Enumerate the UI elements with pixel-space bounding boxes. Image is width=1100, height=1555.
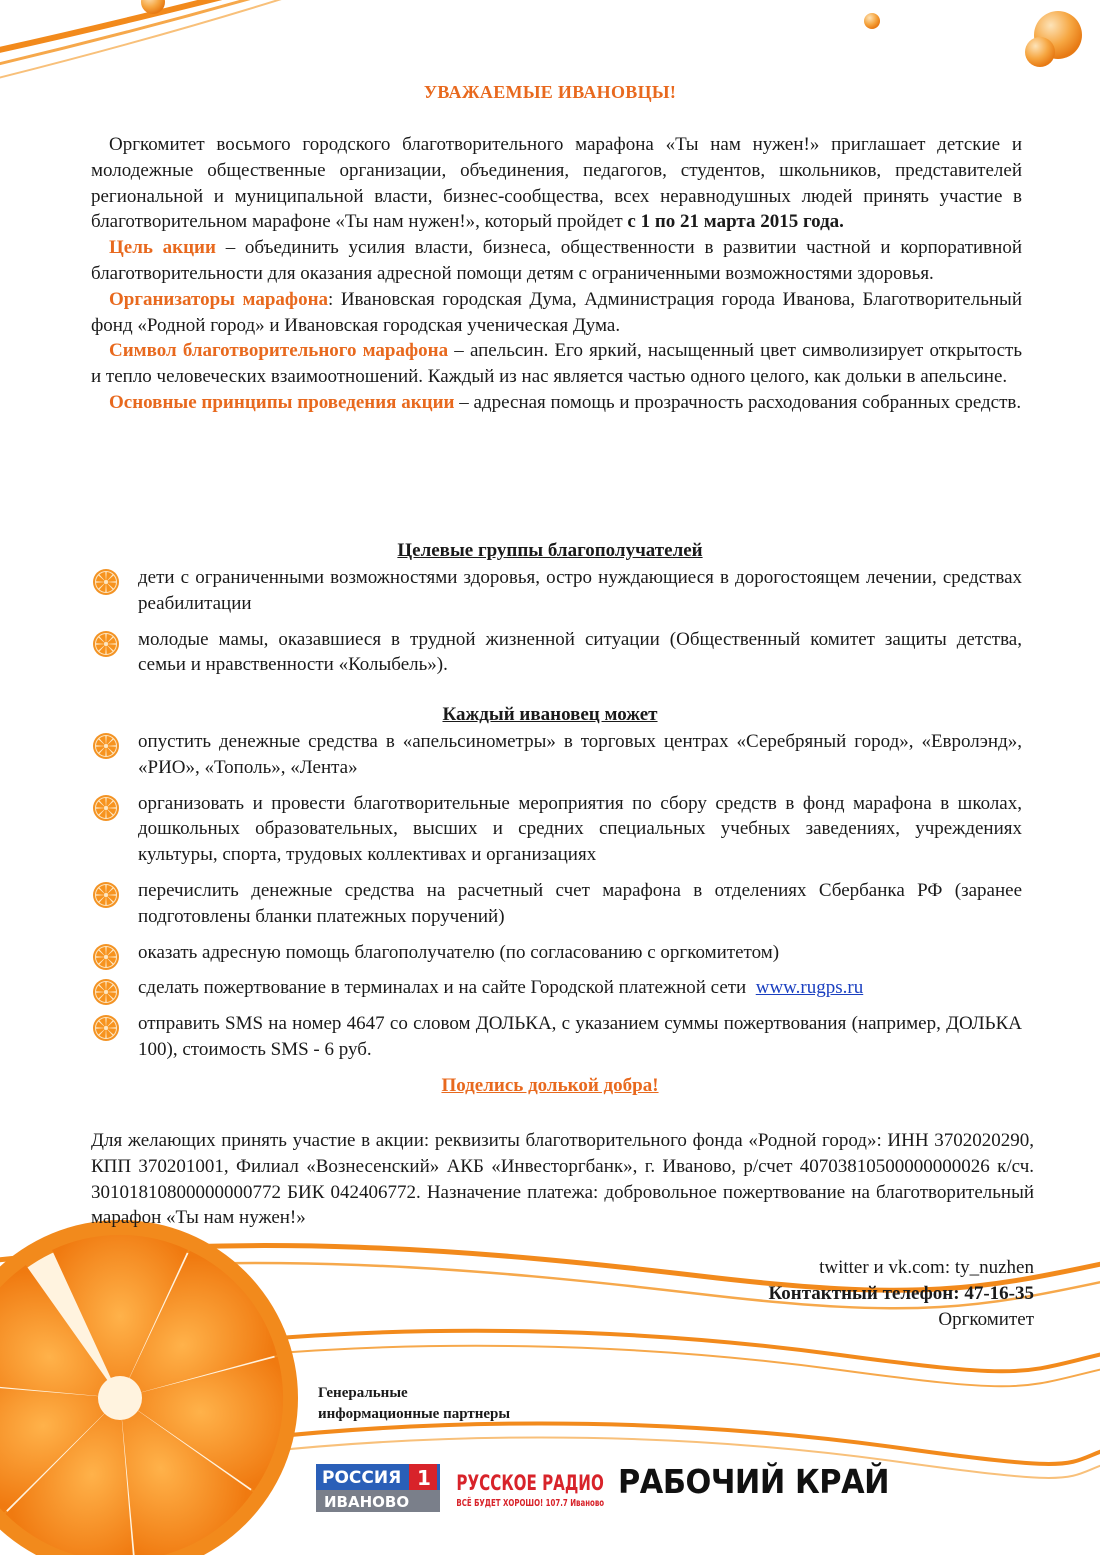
page-title: УВАЖАЕМЫЕ ИВАНОВЦЫ! [423, 82, 677, 102]
orange-bullet-icon [92, 943, 120, 971]
orange-bullet-icon [92, 1014, 120, 1042]
orange-bullet-icon [92, 881, 120, 909]
can-do-heading: Каждый ивановец может [442, 704, 658, 725]
principles-text: – адресная помощь и прозрачность расходования собранных средств. [454, 391, 1022, 413]
list-item-text: сделать пожертвование в терминалах и на сайте Городской платежной сети [138, 977, 747, 999]
list-item [92, 1011, 1022, 1063]
target-groups-list [92, 565, 1022, 678]
radio-slogan: ВСЁ БУДЕТ ХОРОШО! 107.7 Иваново [456, 1497, 605, 1510]
list-item-text: оказать адресную помощь благополучателю (по согласованию с оргкомитетом) [138, 941, 780, 963]
list-item-text: организовать и провести благотворительные мероприятия по сбору средств в фонд марафона в школах, дошкольных образовательных, высших и средних специальных учебных заведениях, учреждениях культуры, спорта, трудовых коллективах и организациях [138, 792, 1022, 866]
intro-section [91, 132, 1022, 416]
russkoe-radio-logo [455, 1460, 605, 1528]
social-accounts: twitter и vk.com: ty_nuzhen [819, 1257, 1034, 1278]
partners-line-2: информационные партнеры [318, 1406, 511, 1422]
intro-paragraph [91, 132, 1022, 235]
list-item [92, 791, 1022, 868]
share-slogan: Поделись долькой добра! [441, 1075, 659, 1096]
intro-text: Оргкомитет восьмого городского благотворительного марафона «Ты нам нужен!» приглашает детские и молодежные общественные организации, объединения, педагогов, студентов, школьников, представителей региональной и муниципальной власти, бизнес-сообщества, всех неравнодушных людей принять участие в благотворительном марафоне «Ты нам нужен!», который пройдет [91, 134, 1022, 233]
list-item [92, 627, 1022, 679]
organizers-text: : Ивановская городская Дума, Администрация города Иванова, Благотворительный фонд «Родной город» и Ивановская городская ученическая Дума. [91, 288, 1022, 336]
goal-text: – объединить усилия власти, бизнеса, общественности в развитии частной и корпоративной благотворительности для оказания адресной помощи детям с ограниченными возможностями здоровья. [91, 237, 1022, 284]
list-item-text: перечислить денежные средства на расчетный счет марафона в отделениях Сбербанка РФ (заранее подготовлены бланки платежных поручений) [138, 879, 1022, 927]
list-item-text: отправить SMS на номер 4647 со словом ДОЛЬКА, с указанием суммы пожертвования (например, ДОЛЬКА 100), стоимость SMS - 6 руб. [138, 1013, 1022, 1060]
list-item-text: молодые мамы, оказавшиеся в трудной жизненной ситуации (Общественный комитет защиты детства, семьи и нравственности «Колыбель»). [138, 628, 1022, 676]
rossiya1-logo [316, 1460, 440, 1528]
list-item-text: опустить денежные средства в «апельсинометры» в торговых центрах «Серебряный город», «Евролэнд», «РИО», «Тополь», «Лента» [138, 731, 1022, 778]
rugps-link[interactable]: www.rugps.ru [755, 977, 864, 999]
rabochiy-krai-logo: РАБОЧИЙ КРАЙ [618, 1462, 890, 1501]
orange-bullet-icon [92, 568, 120, 596]
radio-name: РУССКОЕ РАДИО [456, 1471, 604, 1496]
rossiya-text: РОССИЯ [322, 1468, 402, 1488]
principles-label: Основные принципы проведения акции [109, 391, 455, 413]
list-item [92, 565, 1022, 617]
list-item [92, 975, 1022, 1001]
orange-bullet-icon [92, 978, 120, 1006]
goal-label: Цель акции [109, 237, 216, 259]
symbol-label: Символ благотворительного марафона [109, 340, 449, 362]
target-groups-heading: Целевые группы благополучателей [397, 540, 703, 561]
org-signature: Оргкомитет [938, 1308, 1034, 1330]
orange-bullet-icon [92, 794, 120, 822]
partners-caption [318, 1383, 510, 1425]
rossiya-city: ИВАНОВО [324, 1493, 410, 1511]
orange-bullet-icon [92, 732, 120, 760]
organizers-label: Организаторы марафона [109, 288, 329, 310]
requisites-paragraph: Для желающих принять участие в акции: реквизиты благотворительного фонда «Родной город»: ИНН 3702020290, КПП 370201001, Филиал «Вознесенский» АКБ «Инвесторгбанк», г. Иваново, р/счет 40703810500000000026 к/сч. 30101810800000000772 БИК 042406772. Назначение платежа: добровольное пожертвование на благотворительный марафон «Ты нам нужен!» [91, 1130, 1034, 1229]
can-do-list [92, 729, 1022, 1063]
list-item [92, 729, 1022, 781]
orange-bullet-icon [92, 630, 120, 658]
list-item [92, 878, 1022, 930]
list-item [92, 940, 1022, 966]
symbol-paragraph [91, 338, 1022, 390]
principles-paragraph [91, 390, 1022, 416]
partners-line-1: Генеральные [318, 1385, 408, 1401]
contacts-block [768, 1255, 1034, 1332]
organizers-paragraph [91, 287, 1022, 339]
rossiya-number: 1 [417, 1466, 431, 1490]
goal-paragraph [91, 235, 1022, 287]
intro-dates: с 1 по 21 марта 2015 года. [627, 211, 844, 233]
list-item-text: дети с ограниченными возможностями здоровья, остро нуждающиеся в дорогостоящем лечении, средствах реабилитации [138, 567, 1022, 614]
symbol-text: – апельсин. Его яркий, насыщенный цвет символизирует открытость и тепло человеческих взаимоотношений. Каждый из нас является частью одного целого, как дольки в апельсине. [91, 340, 1022, 388]
contact-phone: Контактный телефон: 47-16-35 [768, 1282, 1034, 1304]
